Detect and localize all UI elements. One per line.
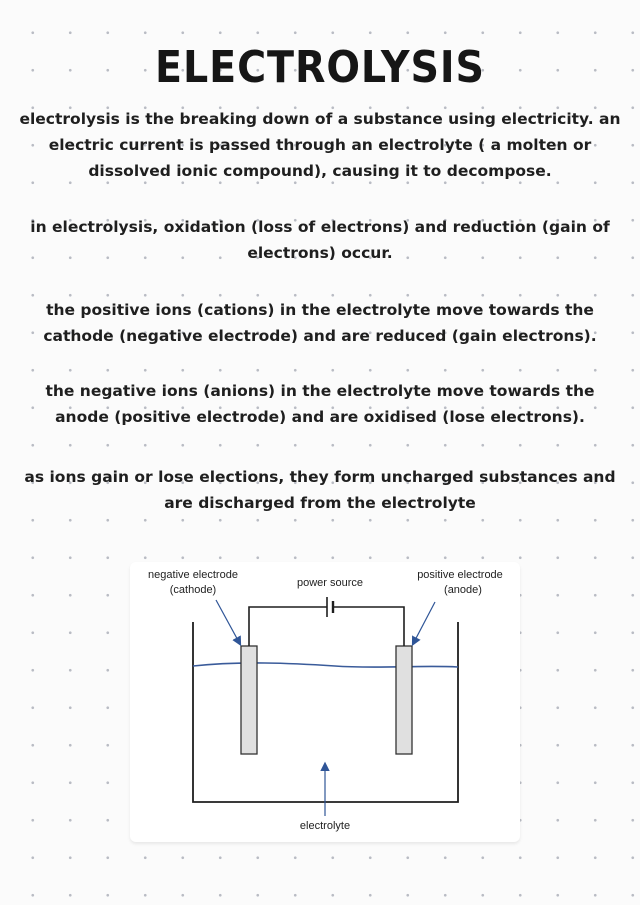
positive-electrode-label: positive electrode: [417, 569, 503, 581]
electrolyte-surface-line: [193, 663, 458, 667]
cations-paragraph: the positive ions (cations) in the electrolyte move towards the cathode (negative electrode) and are reduced (gain electrons).: [43, 301, 597, 345]
cathode-label: (cathode): [169, 584, 217, 596]
electrolysis-diagram: [130, 562, 520, 842]
electrolysis-cell-svg: [130, 562, 520, 842]
page-title: ELECTROLYSIS: [155, 42, 485, 93]
anions-paragraph: the negative ions (anions) in the electrolyte move towards the anode (positive electrode) and are oxidised (lose electrons).: [45, 382, 595, 426]
cathode-electrode: [241, 646, 257, 754]
circuit-wire-right: [333, 607, 404, 646]
anode-pointer-arrow: [413, 602, 435, 644]
anode-electrode: [396, 646, 412, 754]
definition-paragraph: electrolysis is the breaking down of a substance using electricity. an electric current is passed through an electrolyte ( a molten or dissolved ionic compound), causing it to decompose.: [19, 110, 621, 180]
electrolyte-label: electrolyte: [299, 820, 351, 832]
power-source-label: power source: [296, 577, 364, 589]
discharge-paragraph: as ions gain or lose elections, they form uncharged substances and are discharged from the electrolyte: [24, 468, 616, 512]
cathode-pointer-arrow: [216, 600, 240, 644]
circuit-wire-left: [249, 607, 327, 646]
oxidation-reduction-paragraph: in electrolysis, oxidation (loss of electrons) and reduction (gain of electrons) occur.: [30, 218, 610, 262]
negative-electrode-label: negative electrode: [148, 569, 238, 581]
anode-label: (anode): [444, 584, 482, 596]
